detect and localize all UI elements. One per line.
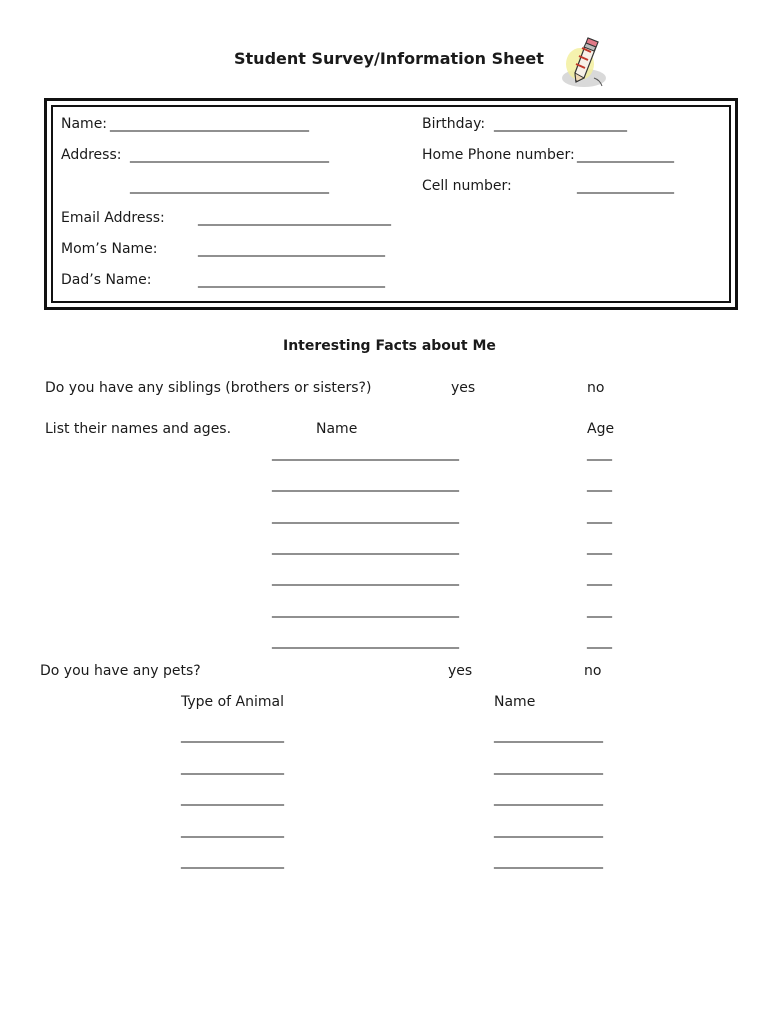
pet-name-field[interactable]: __________________ (494, 790, 602, 806)
sibling-name-field[interactable]: _______________________________ (272, 601, 458, 618)
siblings-no-option[interactable]: no (587, 380, 605, 396)
facts-heading: Interesting Facts about Me (283, 338, 496, 354)
pet-type-field[interactable]: _________________ (181, 853, 283, 869)
pet-type-field[interactable]: _________________ (181, 821, 283, 838)
sibling-age-field[interactable]: ____ (587, 507, 611, 524)
animal-type-header: Type of Animal (181, 694, 284, 710)
email-label: Email Address: (61, 210, 165, 226)
birthday-label: Birthday: (422, 116, 486, 132)
pet-name-header: Name (494, 694, 536, 710)
sibling-age-field[interactable]: ____ (587, 445, 611, 461)
page-title: Student Survey/Information Sheet (234, 49, 544, 68)
pet-name-field[interactable]: __________________ (494, 821, 602, 838)
pets-question: Do you have any pets? (40, 663, 201, 679)
pets-yes-option[interactable]: yes (448, 663, 473, 679)
home-phone-field[interactable]: ________________ (577, 147, 673, 163)
pet-name-field[interactable]: __________________ (494, 727, 602, 743)
email-field[interactable]: ________________________________ (198, 210, 390, 226)
birthday-field[interactable]: ______________________ (494, 116, 626, 132)
siblings-list-prompt: List their names and ages. (45, 421, 232, 437)
address-field-line-2[interactable]: _________________________________ (130, 178, 328, 194)
siblings-yes-option[interactable]: yes (451, 380, 476, 396)
pets-no-option[interactable]: no (584, 663, 602, 679)
sibling-age-field[interactable]: ____ (587, 632, 611, 649)
pet-type-field[interactable]: _________________ (181, 758, 283, 775)
pet-name-field[interactable]: __________________ (494, 758, 602, 775)
sibling-name-field[interactable]: _______________________________ (272, 570, 458, 587)
dad-name-field[interactable]: _______________________________ (198, 272, 384, 288)
home-phone-label: Home Phone number: (422, 147, 575, 163)
cell-number-field[interactable]: ________________ (577, 178, 673, 194)
sibling-age-field[interactable]: ____ (587, 538, 611, 555)
address-label: Address: (61, 147, 122, 163)
sibling-age-field[interactable]: ____ (587, 601, 611, 618)
sibling-name-field[interactable]: _______________________________ (272, 445, 458, 461)
pet-name-field[interactable]: __________________ (494, 853, 602, 869)
pet-type-field[interactable]: _________________ (181, 727, 283, 743)
sibling-age-field[interactable]: ____ (587, 476, 611, 493)
name-field[interactable]: _________________________________ (110, 116, 308, 132)
sibling-name-field[interactable]: _______________________________ (272, 507, 458, 524)
sibling-name-header: Name (316, 421, 358, 437)
pencil-icon (558, 34, 614, 92)
siblings-question: Do you have any siblings (brothers or sisters?) (45, 380, 372, 396)
address-field[interactable]: _________________________________ (130, 147, 328, 163)
sibling-name-field[interactable]: _______________________________ (272, 632, 458, 649)
name-label: Name: (61, 116, 108, 132)
sibling-age-field[interactable]: ____ (587, 570, 611, 587)
sibling-name-field[interactable]: _______________________________ (272, 538, 458, 555)
dad-name-label: Dad’s Name: (61, 272, 152, 288)
sibling-name-field[interactable]: _______________________________ (272, 476, 458, 493)
mom-name-label: Mom’s Name: (61, 241, 158, 257)
pet-type-field[interactable]: _________________ (181, 790, 283, 806)
cell-number-label: Cell number: (422, 178, 512, 194)
info-box-inner-border (51, 105, 731, 303)
mom-name-field[interactable]: _______________________________ (198, 241, 384, 257)
sibling-age-header: Age (587, 421, 615, 437)
